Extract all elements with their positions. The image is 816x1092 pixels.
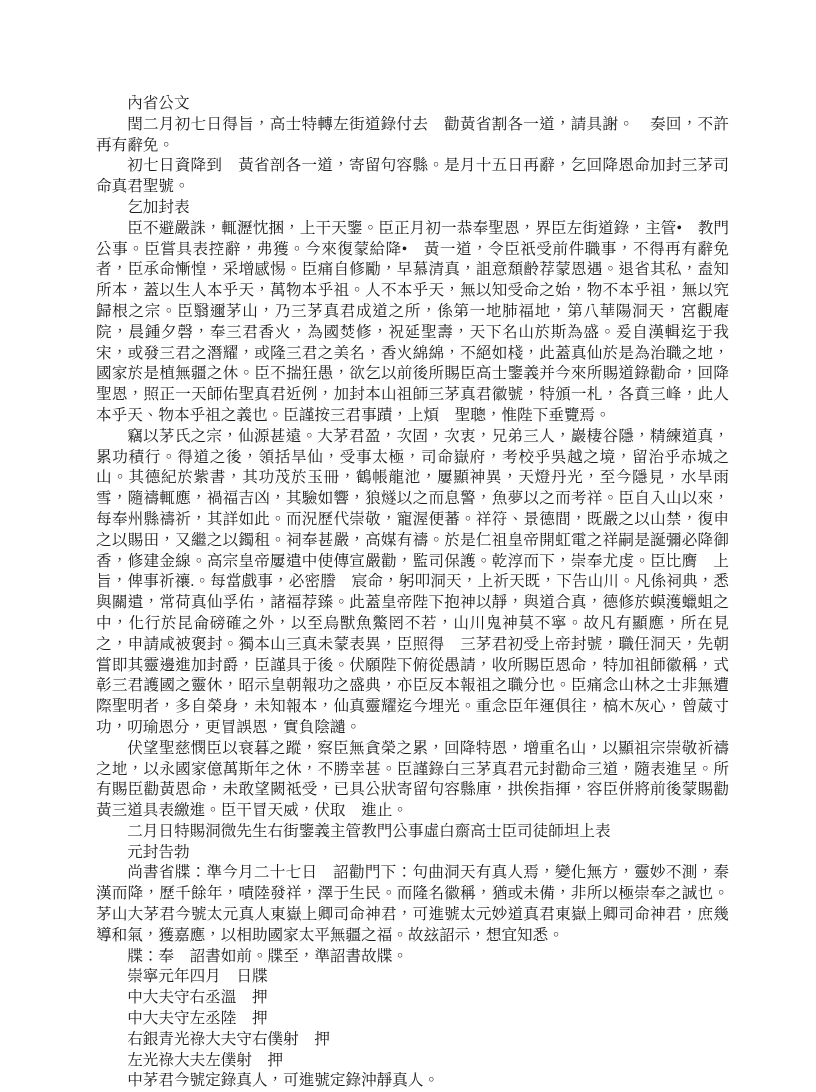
paragraph-petition-closing: 伏望聖慈憫臣以衰暮之蹤，察臣無貪榮之累，回降特恩，增重名山，以顯祖宗崇敬祈禱之地，以永國家億萬斯年之休，不勝幸甚。臣謹錄白三茅真君元封勸命三道，隨表進呈。所有賜臣勸黃恩命，未敢望闕祗受，已具公狀寄留句容縣庫，拱俟指揮，容臣併將前後蒙賜勸黃三道具表繳進。臣干冒天威，伏取 進止。 (96, 739, 729, 820)
paragraph-middle-mao-lord-title: 中茅君今號定錄真人，可進號定錄沖靜真人。 (127, 1072, 440, 1090)
section-heading-inner-provincial-documents: 內省公文 (127, 95, 190, 112)
document-page (96, 94, 729, 1092)
paragraph-memorial-signature-line: 二月日特賜洞微先生右街鑒義主管教門公事虛白齋高士臣司徒師坦上表 (127, 822, 611, 840)
paragraph-edict-body: 尚書省牒：準今月二十七日 詔勸門下：句曲洞天有真人焉，變化無方，靈妙不測，秦漢而降，歷千餘年，嘖陸發祥，澤于生民。而隆名徽稱，猶或未備，非所以極崇奉之誠也。茅山大茅君今號太元真人東嶽上卿司命神君，可進號太元妙道真君東嶽上卿司命神君，庶幾導和氣，獲嘉應，以相助國家太平無疆之福。故玆詔示，想宜知悉。 (96, 864, 729, 944)
section-heading-petition-for-enfeoffment: 乞加封表 (127, 198, 190, 216)
paragraph-die-formula: 牒：奉 詔書如前。牒至，準詔書故牒。 (127, 947, 408, 965)
paragraph-date-line: 崇寧元年四月 日牒 (127, 968, 268, 986)
paragraph-imperial-rescript-entry: 閏二月初七日得旨，高士特轉左街道錄付去 勸黃省割各一道，請具謝。 奏回，不許再有辭免。 (96, 115, 729, 154)
paragraph-official-signature-3: 右銀青光祿大夫守右僕射 押 (127, 1030, 330, 1048)
paragraph-petition-body-2: 竊以茅氏之宗，仙源甚遠。大茅君盈，次固，次衷，兄弟三人，巖棲谷隱，精練道真，累功積行。得道之後，領括旱仙，受事太極，司命嶽府，考校乎吳越之境，留治乎赤城之山。其德紀於紫書，其功茂於玉冊，鶴帳龍池，屢顯神異，天燈丹光，至今隱見，水旱雨雪，隨禱輒應，禍福吉凶，其驗如響，狼燧以之而息警，魚夢以之而考祥。臣自入山以來，每奉州縣禱祈，其詳如此。而況歷代崇敬，寵渥便蕃。祥符、景德間，既嚴之以山禁，復申之以賜田，又繼之以鐲租。祠奉甚嚴，高媒有禱。於是仁祖皇帝開虹電之祥嗣是誕彌必降御香，修建金線。高宗皇帝屢遣中使傳宣嚴勸，監司保護。乾淳而下，崇奉尤虔。臣比膺 上旨，俾事祈禳.。每當戲事，必密謄 宸命，躬叩洞天，上祈天既，下告山川。凡係祠典，悉與關遣，常荷真仙孚佑，諸福荐臻。此蓋皇帝陛下抱神以靜，與道合真，德修於蟆濩蠟蛆之中，化行於昆侖磅確之外，以至烏獸魚鱉罔不若，山川鬼神莫不寧。故凡有顯應，所在見之，申請咸被褒封。獨本山三真未蒙表異，臣照得 三茅君初受上帝封號，職任洞天，先朝嘗即其靈邊進加封爵，臣謹具于後。伏願陛下俯從愚請，收所賜臣恩命，特加祖師徽稱，式彰三君護國之靈休，昭示皇朝報功之盛典，亦臣反本報祖之職分也。臣痛念山林之士非無遭際聖明者，多自榮身，未知報本，仙真靈耀迄今埋光。重念臣年運俱往，槁木灰心，曾葳寸功，叨瑜恩分，更冒誤恩，實負陰譴。 (96, 427, 729, 736)
paragraph-official-signature-2: 中大夫守左丞陸 押 (127, 1010, 268, 1028)
paragraph-official-signature-4: 左光祿大夫左僕射 押 (127, 1051, 284, 1069)
paragraph-petition-body-1: 臣不避嚴誅，輒瀝忱捆，上干天鑒。臣正月初一恭奉聖恩，界臣左街道錄，主管• 教門公事。臣嘗具表控辭，弗獲。今來復蒙給降• 黃一道，令臣祇受前件職事，不得再有辭免者，臣承命慚惶，采增感惕。臣痛自修勵，早慕清真，詛意頹齡荐蒙恩遇。退省其私，盍知所本，蓋以生人本乎天，萬物本乎祖。人不本乎天，無以知受命之始，物不本乎祖，無以究歸根之宗。臣翳邇茅山，乃三茅真君成道之所，係第一地肺福地，第八華陽洞天，宮觀庵院，晨鍾夕磬，奉三君香火，為國焚修，祝延聖壽，天下名山於斯為盛。爰自漢輯迄于我宋，或發三君之潛耀，或隆三君之美名，香火綿綿，不絕如棧，此蓋真仙於是為治職之地，國家於是植無疆之休。臣不揣狂愚，欲乞以前後所賜臣高士鑒義并今來所賜道錄勸命，回降聖恩，照正一天師佑聖真君近例，加封本山祖師三茅真君徽號，特頒一札，各賁三峰，此人本乎天、物本乎祖之義也。臣謹按三君事蹟，上煩 聖聰，惟陛下垂覽焉。 (96, 219, 729, 424)
section-heading-yuanfeng-edict: 元封告勃 (127, 843, 190, 861)
paragraph-official-signature-1: 中大夫守右丞溫 押 (127, 989, 268, 1007)
paragraph-second-decline-entry: 初七日資降到 黃省剖各一道，寄留句容縣。是月十五日再辭，乞回降恩命加封三茅司命真君聖號。 (96, 157, 729, 196)
